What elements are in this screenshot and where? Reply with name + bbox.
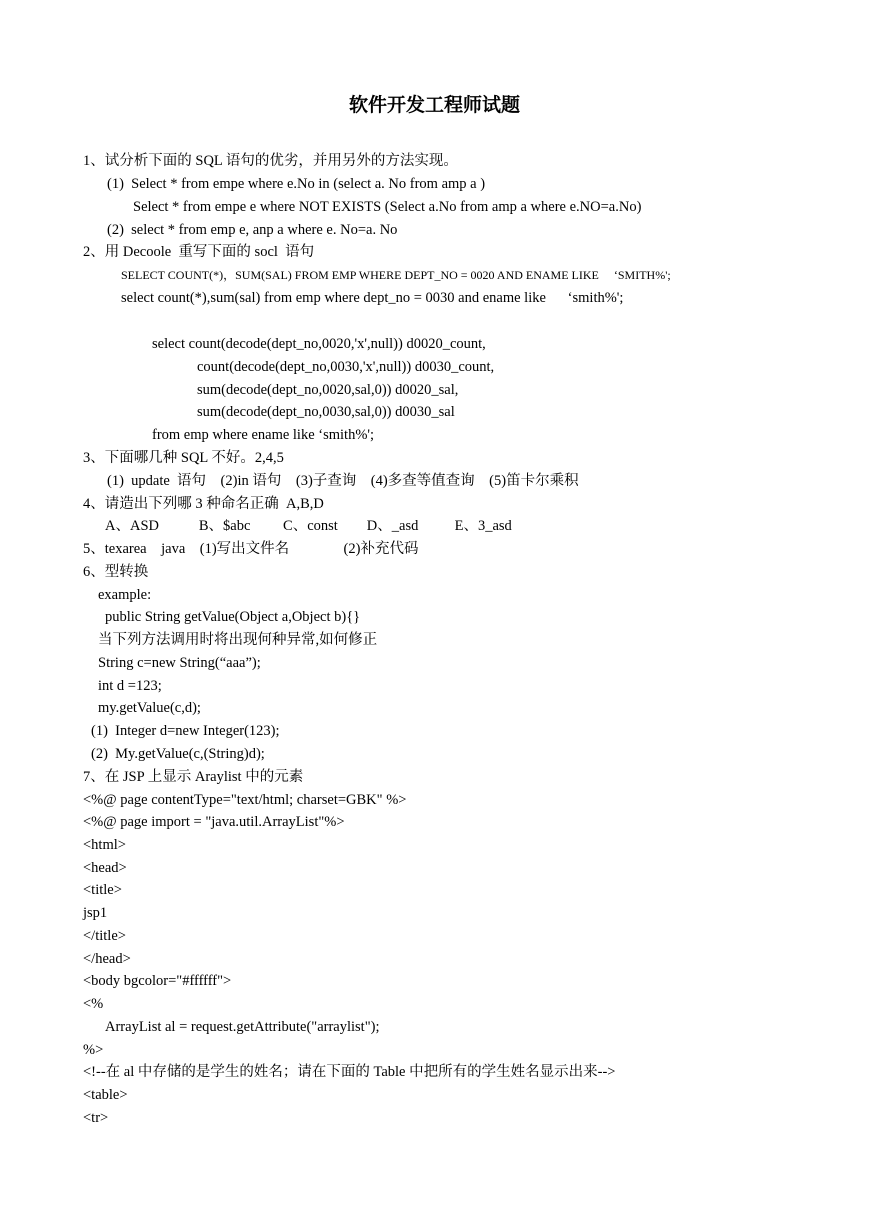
question-4-options: A、ASD B、$abc C、const D、_asd E、3_asd bbox=[105, 518, 512, 534]
question-2-answer-line-4: sum(decode(dept_no,0030,sal,0)) d0030_sal bbox=[197, 404, 455, 420]
question-2-sql-1: SELECT COUNT(*)，SUM(SAL) FROM EMP WHERE DEPT_NO = 0020 AND ENAME LIKE ‘SMITH%'; bbox=[121, 268, 671, 282]
jsp-line-11: ArrayList al = request.getAttribute("arraylist"); bbox=[105, 1019, 380, 1035]
jsp-line-12: %> bbox=[83, 1042, 104, 1058]
jsp-line-9: <body bgcolor="#ffffff"> bbox=[83, 973, 232, 989]
jsp-line-7: </title> bbox=[83, 928, 126, 944]
jsp-line-13: <!--在 al 中存储的是学生的姓名；请在下面的 Table 中把所有的学生姓名显示出来--> bbox=[83, 1064, 616, 1080]
jsp-line-10: <% bbox=[83, 996, 104, 1012]
jsp-line-6: jsp1 bbox=[83, 905, 108, 921]
jsp-line-4: <head> bbox=[83, 860, 127, 876]
question-2-sql-2: select count(*),sum(sal) from emp where dept_no = 0030 and ename like ‘smith%'; bbox=[121, 290, 624, 306]
jsp-line-5: <title> bbox=[83, 882, 122, 898]
jsp-line-15: <tr> bbox=[83, 1110, 109, 1126]
question-3-options: (1) update 语句 (2)in 语句 (3)子查询 (4)多查等值查询 (5)笛卡尔乘积 bbox=[107, 473, 579, 489]
question-3: 3、下面哪几种 SQL 不好。2,4,5 bbox=[83, 450, 284, 466]
question-2-answer-line-5: from emp where ename like ‘smith%'; bbox=[152, 427, 375, 443]
question-6-answer-1: (1) Integer d=new Integer(123); bbox=[91, 723, 280, 739]
question-7: 7、在 JSP 上显示 Araylist 中的元素 bbox=[83, 769, 304, 785]
question-2: 2、用 Decoole 重写下面的 socl 语句 bbox=[83, 244, 315, 260]
jsp-line-3: <html> bbox=[83, 837, 126, 853]
question-6: 6、型转换 bbox=[83, 564, 149, 580]
question-6-code-3: my.getValue(c,d); bbox=[98, 700, 201, 716]
question-6-answer-2: (2) My.getValue(c,(String)d); bbox=[91, 746, 265, 762]
question-2-answer-line-2: count(decode(dept_no,0030,'x',null)) d0030_count, bbox=[197, 359, 495, 375]
question-2-answer-line-3: sum(decode(dept_no,0020,sal,0)) d0020_sal, bbox=[197, 382, 459, 398]
jsp-line-14: <table> bbox=[83, 1087, 128, 1103]
question-4: 4、请造出下列哪 3 种命名正确 A,B,D bbox=[83, 496, 324, 512]
question-6-code-2: int d =123; bbox=[98, 678, 162, 694]
question-5: 5、texarea java (1)写出文件名 (2)补充代码 bbox=[83, 541, 419, 557]
document-title: 软件开发工程师试题 bbox=[348, 94, 520, 116]
question-6-example: example: bbox=[98, 587, 152, 603]
question-6-code-1: String c=new String(“aaa”); bbox=[98, 655, 261, 671]
question-6-method: public String getValue(Object a,Object b){} bbox=[105, 609, 361, 625]
jsp-line-8: </head> bbox=[83, 951, 131, 967]
question-1-option-1-alt: Select * from empe e where NOT EXISTS (Select a.No from amp a where e.NO=a.No) bbox=[133, 199, 642, 215]
question-2-answer-line-1: select count(decode(dept_no,0020,'x',null)) d0020_count, bbox=[152, 336, 486, 352]
jsp-line-2: <%@ page import = "java.util.ArrayList"%> bbox=[83, 814, 345, 830]
jsp-line-1: <%@ page contentType="text/html; charset=GBK" %> bbox=[83, 792, 407, 808]
question-1: 1、试分析下面的 SQL 语句的优劣，并用另外的方法实现。 bbox=[83, 153, 458, 169]
question-1-option-1: (1) Select * from empe where e.No in (select a. No from amp a ) bbox=[107, 176, 486, 192]
question-1-option-2: (2) select * from emp e, anp a where e. No=a. No bbox=[107, 222, 398, 238]
question-6-prompt: 当下列方法调用时将出现何种异常,如何修正 bbox=[98, 632, 378, 648]
